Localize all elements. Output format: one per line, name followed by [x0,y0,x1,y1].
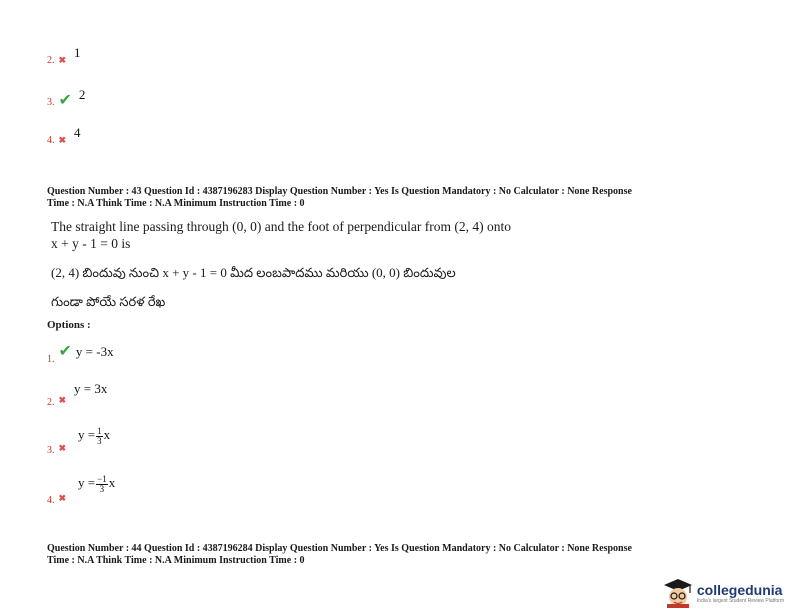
option-value: 4 [74,125,81,140]
check-icon: ✔ [58,343,72,360]
equation-suffix: x [103,427,111,442]
question-text-te-line-2: గుండా పోయే సరళ రేఖ [51,294,166,309]
fraction [96,475,108,494]
option-2 [47,380,108,408]
question-44-meta [47,543,767,567]
option-value: y = -3x [75,344,114,359]
option-value [78,473,116,494]
option-1 [47,341,114,365]
cross-icon: ✖ [58,55,67,65]
option-number: 1. [47,354,55,365]
cross-icon: ✖ [58,135,67,145]
question-text-te-line-1: (2, 4) బిందువు నుంచి x + y - 1 = 0 మీద లంబపాదము మరియు (0, 0) బిందువుల [51,265,456,280]
equation-prefix: y = [78,427,96,442]
question-43-meta [47,186,767,210]
cross-icon: ✖ [58,493,67,503]
prev-option-4 [47,125,81,148]
mascot-icon [661,578,695,608]
collegedunia-logo [661,578,784,608]
option-value: 2 [78,87,86,102]
check-icon: ✔ [58,92,72,109]
fraction [96,427,103,446]
question-43-text-te [51,264,456,310]
meta-line-2: Time : N.A Think Time : N.A Minimum Instruction Time : 0 [47,555,305,566]
logo-name: collegedunia [696,581,783,598]
fraction-denominator: 3 [97,435,102,446]
meta-line-1: Question Number : 43 Question Id : 4387196283 Display Question Number : Yes Is Question Mandatory : No Calculator : None Response [47,186,632,197]
cross-icon: ✖ [58,443,67,453]
prev-option-2 [47,45,81,68]
option-value [78,425,111,446]
option-number: 3. [47,445,55,456]
meta-line-1: Question Number : 44 Question Id : 4387196284 Display Question Number : Yes Is Question Mandatory : No Calculator : None Response [47,543,632,554]
cross-icon: ✖ [58,395,67,405]
option-number: 4. [47,135,55,146]
option-4 [47,473,116,506]
options-label: Options : [47,319,91,331]
option-value: 1 [74,45,81,60]
fraction-numerator: −1 [97,473,107,484]
option-number: 2. [47,55,55,66]
option-number: 4. [47,495,55,506]
prev-option-3 [47,87,86,110]
question-text-line-2: x + y - 1 = 0 is [51,236,131,251]
fraction-numerator: 1 [97,425,102,436]
question-43-text-en [51,218,511,252]
option-value: y = 3x [74,381,108,396]
fraction-denominator: 3 [99,483,105,494]
logo-tagline: India's largest Student Review Platform [696,597,784,604]
option-number: 2. [47,397,55,408]
option-3 [47,425,111,456]
meta-line-2: Time : N.A Think Time : N.A Minimum Instruction Time : 0 [47,198,305,209]
equation-suffix: x [108,475,116,490]
question-text-line-1: The straight line passing through (0, 0) and the foot of perpendicular from (2, 4) onto [51,219,512,234]
option-number: 3. [47,97,55,108]
equation-prefix: y = [78,475,96,490]
